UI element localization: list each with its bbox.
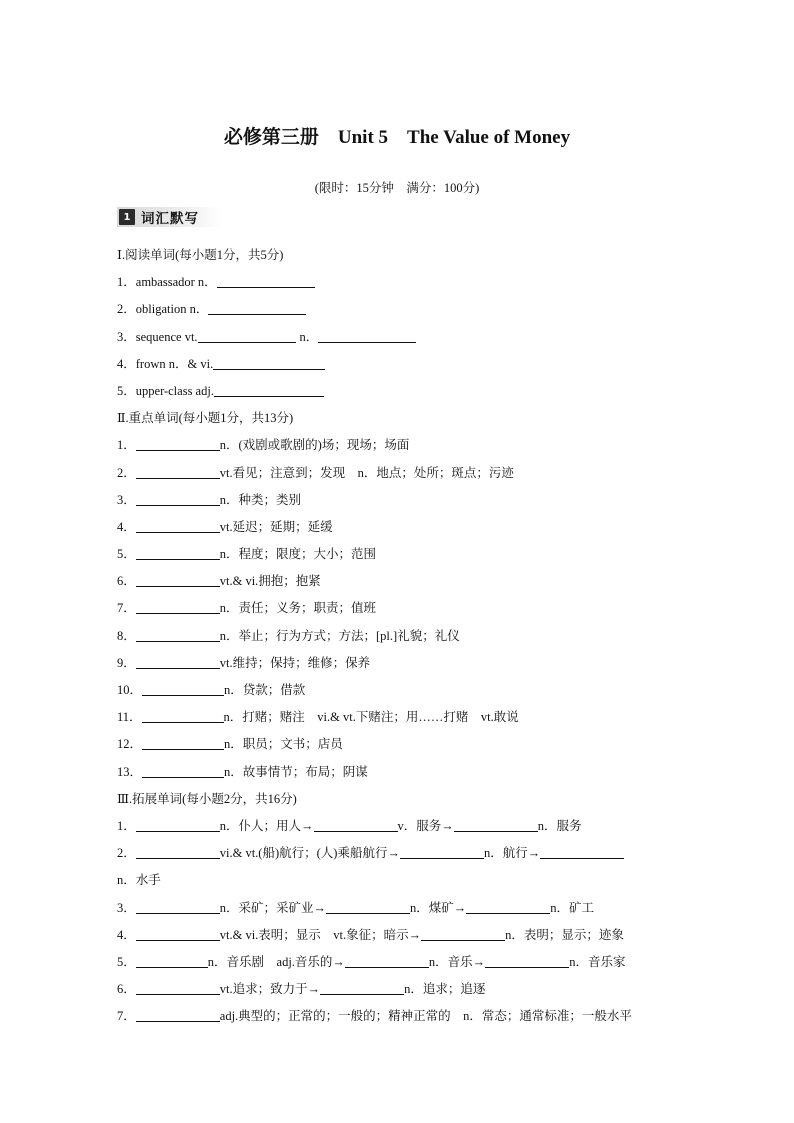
list-item: 4． vt.& vi.表明；显示 vt.象征；暗示→ n．表明；显示；迹象 bbox=[117, 922, 687, 949]
answer-blank[interactable] bbox=[136, 979, 220, 995]
list-item: 3． n．种类；类别 bbox=[117, 487, 687, 514]
list-item: 5．upper-class adj. bbox=[117, 378, 687, 405]
list-item: 11． n．打赌；赌注 vi.& vt.下赌注；用……打赌 vt.敢说 bbox=[117, 704, 687, 731]
exercise-body bbox=[117, 242, 687, 1030]
answer-blank[interactable] bbox=[213, 354, 325, 370]
answer-blank[interactable] bbox=[217, 272, 315, 288]
answer-blank[interactable] bbox=[198, 327, 296, 343]
answer-blank[interactable] bbox=[136, 544, 220, 560]
list-item: 7． n．责任；义务；职责；值班 bbox=[117, 595, 687, 622]
answer-blank[interactable] bbox=[136, 1006, 220, 1022]
list-item: 3．sequence vt. n． bbox=[117, 324, 687, 351]
answer-blank[interactable] bbox=[136, 626, 220, 642]
page-title: 必修第三册 Unit 5 The Value of Money bbox=[223, 127, 571, 148]
list-item: 4． vt.延迟；延期；延缓 bbox=[117, 514, 687, 541]
answer-blank[interactable] bbox=[326, 898, 410, 914]
list-item: 7． adj.典型的；正常的；一般的；精神正常的 n．常态；通常标准；一般水平 bbox=[117, 1003, 687, 1030]
list-item: 6． vt.& vi.拥抱；抱紧 bbox=[117, 568, 687, 595]
answer-blank[interactable] bbox=[314, 816, 398, 832]
answer-blank[interactable] bbox=[540, 843, 624, 859]
answer-blank[interactable] bbox=[136, 925, 220, 941]
answer-blank[interactable] bbox=[214, 381, 324, 397]
section-header bbox=[117, 207, 221, 227]
answer-blank[interactable] bbox=[318, 327, 416, 343]
section-label: 词汇默写 bbox=[141, 211, 199, 227]
answer-blank[interactable] bbox=[142, 762, 224, 778]
answer-blank[interactable] bbox=[320, 979, 404, 995]
list-item: 1． n．(戏剧或歌剧的)场；现场；场面 bbox=[117, 432, 687, 459]
answer-blank[interactable] bbox=[208, 299, 306, 315]
section-number-badge: 1 bbox=[119, 209, 135, 225]
list-item-continuation: n．水手 bbox=[117, 873, 161, 888]
answer-blank[interactable] bbox=[345, 952, 429, 968]
part3-heading: Ⅲ.拓展单词(每小题2分，共16分) bbox=[117, 791, 297, 806]
list-item: 5． n．音乐剧 adj.音乐的→ n．音乐→ n．音乐家 bbox=[117, 949, 687, 976]
list-item: 8． n．举止；行为方式；方法；[pl.]礼貌；礼仪 bbox=[117, 623, 687, 650]
page-subtitle: (限时：15分钟 满分：100分) bbox=[314, 181, 480, 195]
answer-blank[interactable] bbox=[466, 898, 550, 914]
answer-blank[interactable] bbox=[136, 490, 220, 506]
list-item: 1．ambassador n． bbox=[117, 269, 687, 296]
answer-blank[interactable] bbox=[136, 435, 220, 451]
answer-blank[interactable] bbox=[136, 463, 220, 479]
answer-blank[interactable] bbox=[136, 517, 220, 533]
list-item: 2． vi.& vt.(船)航行；(人)乘船航行→ n．航行→ bbox=[117, 840, 687, 867]
answer-blank[interactable] bbox=[142, 734, 224, 750]
list-item: 1． n．仆人；用人→ v．服务→ n．服务 bbox=[117, 813, 687, 840]
answer-blank[interactable] bbox=[142, 680, 224, 696]
part2-heading: Ⅱ.重点单词(每小题1分，共13分) bbox=[117, 411, 294, 426]
answer-blank[interactable] bbox=[136, 952, 208, 968]
answer-blank[interactable] bbox=[454, 816, 538, 832]
list-item: 9． vt.维持；保持；维修；保养 bbox=[117, 650, 687, 677]
answer-blank[interactable] bbox=[485, 952, 569, 968]
answer-blank[interactable] bbox=[136, 898, 220, 914]
list-item: 5． n．程度；限度；大小；范围 bbox=[117, 541, 687, 568]
list-item: 4．frown n．& vi. bbox=[117, 351, 687, 378]
list-item: 2．obligation n． bbox=[117, 296, 687, 323]
answer-blank[interactable] bbox=[136, 571, 220, 587]
part1-heading: Ⅰ.阅读单词(每小题1分，共5分) bbox=[117, 248, 284, 262]
list-item: 3． n．采矿；采矿业→ n．煤矿→ n．矿工 bbox=[117, 895, 687, 922]
answer-blank[interactable] bbox=[400, 843, 484, 859]
answer-blank[interactable] bbox=[136, 816, 220, 832]
answer-blank[interactable] bbox=[136, 653, 220, 669]
list-item: 6． vt.追求；致力于→ n．追求；追逐 bbox=[117, 976, 687, 1003]
answer-blank[interactable] bbox=[136, 598, 220, 614]
list-item: 13． n．故事情节；布局；阴谋 bbox=[117, 759, 687, 786]
answer-blank[interactable] bbox=[136, 843, 220, 859]
list-item: 12． n．职员；文书；店员 bbox=[117, 731, 687, 758]
answer-blank[interactable] bbox=[421, 925, 505, 941]
list-item: 2． vt.看见；注意到；发现 n．地点；处所；斑点；污迹 bbox=[117, 460, 687, 487]
list-item: 10． n．贷款；借款 bbox=[117, 677, 687, 704]
answer-blank[interactable] bbox=[142, 707, 224, 723]
